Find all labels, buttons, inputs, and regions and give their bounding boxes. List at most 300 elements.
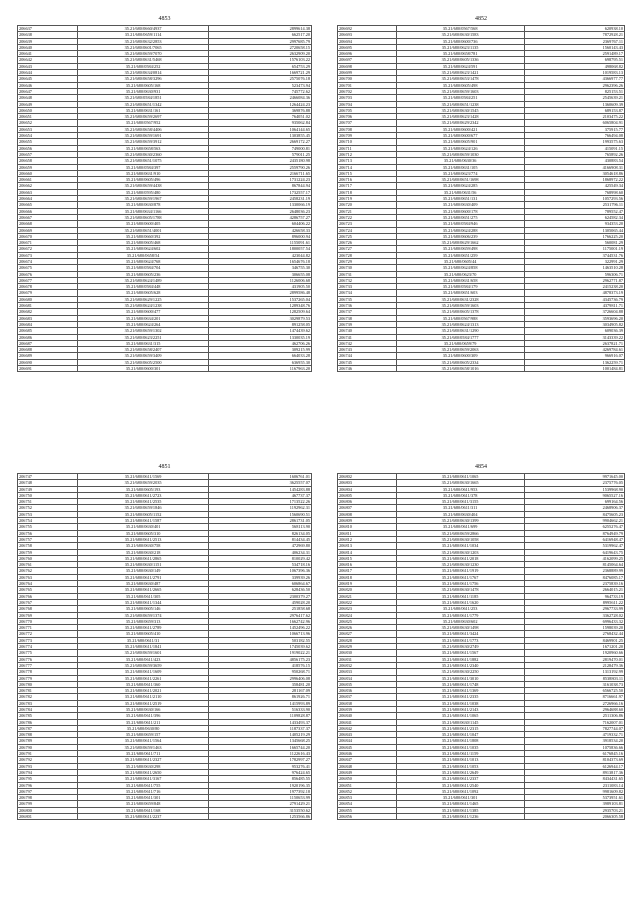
amount-cell: 2545639.21 xyxy=(524,95,624,101)
row-number-cell: 206740 xyxy=(338,328,397,334)
amount-cell: 8913817.36 xyxy=(524,769,624,775)
reference-code-cell: 35.21/680/0631/56 xyxy=(396,189,524,195)
reference-code-cell: 35.21/680/0659/1463 xyxy=(77,744,208,750)
amount-cell: 8145064.64 xyxy=(524,562,624,568)
reference-code-cell: 35.21/680/0611/953 xyxy=(396,486,524,492)
reference-code-cell: 35.21/680/0659/1603 xyxy=(396,303,524,309)
row-number-cell: 206657 xyxy=(18,151,78,157)
amount-cell: 251858.68 xyxy=(209,606,312,612)
reference-code-cell: 35.21/680/0611/211 xyxy=(77,719,208,725)
amount-cell: 523473.94 xyxy=(209,82,312,88)
reference-code-cell: 35.21/680/0611/1569 xyxy=(77,474,208,480)
reference-code-cell: 35.21/680/0606/239 xyxy=(396,233,524,239)
reference-code-cell: 35.21/680/0601/7065 xyxy=(77,44,208,50)
row-number-cell: 206803 xyxy=(338,480,397,486)
amount-cell: 2976417.62 xyxy=(209,612,312,618)
row-number-cell: 206793 xyxy=(18,763,78,769)
reference-code-cell: 35.21/680/0659/1302 xyxy=(77,328,208,334)
amount-cell: 825153.51 xyxy=(524,88,624,94)
row-number-cell: 206840 xyxy=(338,713,397,719)
row-number-cell: 206676 xyxy=(18,271,78,277)
row-number-cell: 206680 xyxy=(18,296,78,302)
reference-code-cell: 35.21/680/0658/781 xyxy=(396,51,524,57)
amount-cell: 1313192.99 xyxy=(524,669,624,675)
amount-cell: 2066305.58 xyxy=(524,814,624,820)
row-number-cell: 206821 xyxy=(338,593,397,599)
row-number-cell: 206777 xyxy=(18,662,78,668)
amount-cell: 861926.71 xyxy=(209,694,312,700)
amount-cell: 1671201.20 xyxy=(524,644,624,650)
amount-cell: 281167.09 xyxy=(209,688,312,694)
reference-code-cell: 35.21/680/0611/711 xyxy=(77,751,208,757)
reference-code-cell: 35.21/680/0634/201 xyxy=(77,315,208,321)
reference-code-cell: 35.21/680/0584/946 xyxy=(396,221,524,227)
amount-cell: 1305065.44 xyxy=(524,227,624,233)
row-number-cell: 206795 xyxy=(18,776,78,782)
amount-cell: 1122616.43 xyxy=(209,751,312,757)
row-number-cell: 206639 xyxy=(18,38,78,44)
row-number-cell: 206728 xyxy=(338,252,397,258)
row-number-cell: 206816 xyxy=(338,562,397,568)
amount-cell: 418576.15 xyxy=(209,662,312,668)
row-number-cell: 206649 xyxy=(18,101,78,107)
reference-code-cell: 35.21/680/0624/126 xyxy=(396,145,524,151)
row-number-cell: 206810 xyxy=(338,524,397,530)
amount-cell: 2375776.05 xyxy=(524,480,624,486)
reference-code-cell: 35.21/680/0611/2335 xyxy=(396,694,524,700)
amount-cell: 768998.60 xyxy=(524,189,624,195)
reference-code-cell: 35.21/680/0584/251 xyxy=(396,95,524,101)
row-number-cell: 206759 xyxy=(18,549,78,555)
row-number-cell: 206772 xyxy=(18,631,78,637)
reference-code-cell: 35.21/680/0624/1313 xyxy=(396,321,524,327)
row-number-cell: 206829 xyxy=(338,644,397,650)
reference-code-cell: 35.21/680/0611/1609 xyxy=(77,669,208,675)
reference-code-cell: 35.21/680/0584/1851 xyxy=(77,95,208,101)
row-number-cell: 206718 xyxy=(338,189,397,195)
reference-code-cell: 35.21/680/0630/401 xyxy=(77,524,208,530)
amount-cell: 950268.71 xyxy=(209,669,312,675)
amount-cell: 3161038.73 xyxy=(524,681,624,687)
data-table xyxy=(337,473,625,820)
amount-cell: 3625557.07 xyxy=(209,480,312,486)
row-number-cell: 206699 xyxy=(338,70,397,76)
amount-cell: 2300379.27 xyxy=(209,593,312,599)
row-number-cell: 206648 xyxy=(18,95,78,101)
table-row xyxy=(338,814,625,820)
reference-code-cell: 35.21/680/0605/901 xyxy=(396,139,524,145)
reference-code-cell: 35.21/680/0660/392 xyxy=(77,233,208,239)
amount-cell: 2899614.38 xyxy=(209,26,312,32)
reference-code-cell: 35.21/680/0611/301 xyxy=(77,795,208,801)
row-number-cell: 206748 xyxy=(18,480,78,486)
reference-code-cell: 35.21/680/0624/288 xyxy=(396,227,524,233)
amount-cell: 2103475.22 xyxy=(524,114,624,120)
amount-cell: 5373951.61 xyxy=(524,795,624,801)
row-number-cell: 206839 xyxy=(338,706,397,712)
reference-code-cell: 35.21/680/0631/910 xyxy=(77,170,208,176)
reference-code-cell: 35.21/680/0611/396 xyxy=(77,713,208,719)
row-number-cell: 206656 xyxy=(18,145,78,151)
reference-code-cell: 35.21/680/0611/1882 xyxy=(396,656,524,662)
row-number-cell: 206769 xyxy=(18,612,78,618)
reference-code-cell: 35.21/680/0611/3424 xyxy=(396,631,524,637)
amount-cell: 654753.29 xyxy=(209,63,312,69)
amount-cell: 810029.42 xyxy=(209,555,312,561)
row-number-cell: 206767 xyxy=(18,599,78,605)
row-number-cell: 206841 xyxy=(338,719,397,725)
amount-cell: 1289348.76 xyxy=(209,303,312,309)
reference-code-cell: 35.21/680/0567/568 xyxy=(396,26,524,32)
amount-cell: 953276.41 xyxy=(209,763,312,769)
row-number-cell: 206854 xyxy=(338,801,397,807)
amount-cell: 6419643.75 xyxy=(524,549,624,555)
row-number-cell: 206837 xyxy=(338,694,397,700)
reference-code-cell: 35.21/680/0611/2337 xyxy=(396,776,524,782)
reference-code-cell: 35.21/680/0611/2649 xyxy=(396,769,524,775)
row-number-cell: 206783 xyxy=(18,700,78,706)
row-number-cell: 206833 xyxy=(338,669,397,675)
amount-cell: 498068.82 xyxy=(524,63,624,69)
reference-code-cell: 35.21/680/0659/1374 xyxy=(77,612,208,618)
amount-cell: 4286757.27 xyxy=(209,214,312,220)
row-number-cell: 206800 xyxy=(18,807,78,813)
row-number-cell: 206852 xyxy=(338,788,397,794)
amount-cell: 664033.28 xyxy=(209,353,312,359)
amount-cell: 1067396.36 xyxy=(209,568,312,574)
row-number-cell: 206651 xyxy=(18,114,78,120)
amount-cell: 2962771.87 xyxy=(524,277,624,283)
row-number-cell: 206669 xyxy=(18,227,78,233)
amount-cell: 1360609.39 xyxy=(524,101,624,107)
row-number-cell: 206812 xyxy=(338,536,397,542)
amount-cell: 309215.99 xyxy=(209,347,312,353)
reference-code-cell: 35.21/680/0623/2251 xyxy=(77,334,208,340)
sheet-title: 4853 xyxy=(158,16,171,22)
row-number-cell: 206646 xyxy=(18,82,78,88)
amount-cell: 425549.34 xyxy=(524,183,624,189)
amount-cell: 8476085.17 xyxy=(524,574,624,580)
amount-cell: 4379811.71 xyxy=(524,303,624,309)
amount-cell: 867844.94 xyxy=(209,183,312,189)
amount-cell: 2720658.15 xyxy=(209,44,312,50)
row-number-cell: 206746 xyxy=(338,366,397,372)
amount-cell: 7827744.07 xyxy=(524,725,624,731)
reference-code-cell: 35.21/680/0634/1166 xyxy=(77,208,208,214)
amount-cell: 1598039.20 xyxy=(524,625,624,631)
reference-code-cell: 35.21/680/0611/1159 xyxy=(396,751,524,757)
reference-code-cell: 35.21/680/0611/2519 xyxy=(77,700,208,706)
row-number-cell: 206719 xyxy=(338,196,397,202)
amount-cell: 503182.55 xyxy=(209,637,312,643)
row-number-cell: 206763 xyxy=(18,574,78,580)
reference-code-cell: 35.21/680/0584/704 xyxy=(77,265,208,271)
reference-code-cell: 35.21/680/0611/2535 xyxy=(77,499,208,505)
row-number-cell: 206747 xyxy=(18,474,78,480)
amount-cell: 2591489.17 xyxy=(524,51,624,57)
row-number-cell: 206644 xyxy=(18,70,78,76)
reference-code-cell: 35.21/680/0600/301 xyxy=(77,366,208,372)
reference-code-cell: 35.21/680/0658/4406 xyxy=(77,126,208,132)
amount-cell: 1766225.20 xyxy=(524,233,624,239)
reference-code-cell: 35.21/680/0611/2110 xyxy=(77,694,208,700)
row-number-cell: 206790 xyxy=(18,744,78,750)
amount-cell: 1057293.56 xyxy=(524,196,624,202)
row-number-cell: 206667 xyxy=(18,214,78,220)
row-number-cell: 206815 xyxy=(338,555,397,561)
row-number-cell: 206831 xyxy=(338,656,397,662)
row-number-cell: 206725 xyxy=(338,233,397,239)
reference-code-cell: 35.21/680/0630/1478 xyxy=(396,587,524,593)
row-number-cell: 206659 xyxy=(18,164,78,170)
reference-code-cell: 35.21/680/0630/404 xyxy=(396,511,524,517)
amount-cell: 8716661.97 xyxy=(524,694,624,700)
reference-code-cell: 35.21/680/0611/423 xyxy=(77,656,208,662)
row-number-cell: 206660 xyxy=(18,170,78,176)
amount-cell: 1732557.17 xyxy=(209,189,312,195)
reference-code-cell: 35.21/680/0611/1808 xyxy=(396,738,524,744)
row-number-cell: 206827 xyxy=(338,631,397,637)
reference-code-cell: 35.21/680/0605/1152 xyxy=(77,511,208,517)
amount-cell: 1539968.90 xyxy=(524,486,624,492)
row-number-cell: 206826 xyxy=(338,625,397,631)
reference-code-cell: 35.21/680/0611/3010 xyxy=(396,675,524,681)
reference-code-cell: 35.21/680/0600/309 xyxy=(396,353,524,359)
row-number-cell: 206774 xyxy=(18,644,78,650)
amount-cell: 3989103.81 xyxy=(524,801,624,807)
table-sheet-top-left xyxy=(17,15,312,372)
row-number-cell: 206665 xyxy=(18,202,78,208)
reference-code-cell: 35.21/680/0630/1583 xyxy=(396,32,524,38)
reference-code-cell: 35.21/680/0611/1013 xyxy=(396,757,524,763)
row-number-cell: 206824 xyxy=(338,612,397,618)
row-number-cell: 206674 xyxy=(18,258,78,264)
amount-cell: 1452496.22 xyxy=(209,625,312,631)
reference-code-cell: 35.21/680/0651/4001 xyxy=(77,227,208,233)
reference-code-cell: 35.21/680/0659/1967 xyxy=(77,196,208,202)
reference-code-cell: 35.21/680/0611/2340 xyxy=(396,662,524,668)
amount-cell: 406234.31 xyxy=(209,549,312,555)
amount-cell: 8104373.69 xyxy=(524,757,624,763)
reference-code-cell: 35.21/680/0631/105 xyxy=(396,164,524,170)
reference-code-cell: 35.21/680/0659/2035 xyxy=(77,480,208,486)
row-number-cell: 206727 xyxy=(338,246,397,252)
reference-code-cell: 35.21/680/0630/1230 xyxy=(396,562,524,568)
amount-cell: 4345736.79 xyxy=(524,296,624,302)
row-number-cell: 206714 xyxy=(338,164,397,170)
amount-cell: 1474439.62 xyxy=(209,328,312,334)
amount-cell: 699164.56 xyxy=(524,499,624,505)
amount-cell: 8995611.22 xyxy=(524,599,624,605)
amount-cell: 2632909.20 xyxy=(209,51,312,57)
row-number-cell: 206766 xyxy=(18,593,78,599)
reference-code-cell: 35.21/680/0651/1238 xyxy=(396,101,524,107)
row-number-cell: 206732 xyxy=(338,277,397,283)
amount-cell: 1109828.87 xyxy=(209,713,312,719)
row-number-cell: 206695 xyxy=(338,44,397,50)
row-number-cell: 206658 xyxy=(18,158,78,164)
reference-code-cell: 35.21/680/0611/2021 xyxy=(77,688,208,694)
amount-cell: 1919022.21 xyxy=(209,650,312,656)
row-number-cell: 206708 xyxy=(338,126,397,132)
amount-cell: 766494.08 xyxy=(524,133,624,139)
amount-cell: 6416948.47 xyxy=(524,536,624,542)
reference-code-cell: 35.21/680/0630/1399 xyxy=(396,518,524,524)
amount-cell: 689153.87 xyxy=(524,107,624,113)
amount-cell: 472969.80 xyxy=(209,543,312,549)
row-number-cell: 206764 xyxy=(18,581,78,587)
row-number-cell: 206693 xyxy=(338,32,397,38)
row-number-cell: 206856 xyxy=(338,814,397,820)
reference-code-cell: 35.21/680/0605/236 xyxy=(77,271,208,277)
amount-cell: 976424.65 xyxy=(209,769,312,775)
amount-cell: 7872928.21 xyxy=(524,32,624,38)
amount-cell: 765892.26 xyxy=(524,151,624,157)
row-number-cell: 206677 xyxy=(18,277,78,283)
row-number-cell: 206702 xyxy=(338,88,397,94)
row-number-cell: 206720 xyxy=(338,202,397,208)
row-number-cell: 206804 xyxy=(338,486,397,492)
reference-code-cell: 35.21/680/0659/79 xyxy=(396,340,524,346)
row-number-cell: 206679 xyxy=(18,290,78,296)
row-number-cell: 206796 xyxy=(18,782,78,788)
reference-code-cell: 35.21/680/0651/131 xyxy=(396,196,524,202)
amount-cell: 891258.05 xyxy=(209,321,312,327)
reference-code-cell: 35.21/680/0658/1016 xyxy=(396,366,524,372)
reference-code-cell: 35.21/680/0611/755 xyxy=(77,782,208,788)
reference-code-cell: 35.21/680/0595/480 xyxy=(77,189,208,195)
reference-code-cell: 35.21/680/0659/1601 xyxy=(77,650,208,656)
amount-cell: 1075836.66 xyxy=(524,744,624,750)
row-number-cell: 206761 xyxy=(18,562,78,568)
amount-cell: 568113.90 xyxy=(209,524,312,530)
row-number-cell: 206752 xyxy=(18,505,78,511)
row-number-cell: 206689 xyxy=(18,353,78,359)
reference-code-cell: 35.21/680/0659/313 xyxy=(77,618,208,624)
amount-cell: 2935703.21 xyxy=(524,807,624,813)
sheet-title: 4854 xyxy=(475,464,487,470)
row-number-cell: 206811 xyxy=(338,530,397,536)
row-number-cell: 206757 xyxy=(18,536,78,542)
row-number-cell: 206739 xyxy=(338,321,397,327)
row-number-cell: 206641 xyxy=(18,51,78,57)
row-number-cell: 206724 xyxy=(338,227,397,233)
amount-cell: 1560690.51 xyxy=(209,511,312,517)
reference-code-cell: 35.21/680/0658/563 xyxy=(77,145,208,151)
reference-code-cell: 35.21/680/0605/193 xyxy=(77,486,208,492)
reference-code-cell: 35.21/680/0605/2500 xyxy=(77,359,208,365)
amount-cell: 358481.20 xyxy=(209,681,312,687)
row-number-cell: 206823 xyxy=(338,606,397,612)
reference-code-cell: 35.21/680/0611/1236 xyxy=(396,814,524,820)
table-row xyxy=(18,814,312,820)
amount-cell: 1192962.31 xyxy=(209,505,312,511)
reference-code-cell: 35.21/680/0605/628 xyxy=(77,290,208,296)
amount-cell: 3744531.76 xyxy=(524,252,624,258)
amount-cell: 826134.05 xyxy=(209,530,312,536)
row-number-cell: 206701 xyxy=(338,82,397,88)
reference-code-cell: 35.21/680/0630/1145 xyxy=(396,719,524,725)
reference-code-cell: 35.21/680/0611/2650 xyxy=(77,769,208,775)
reference-code-cell: 35.21/680/0659/1846 xyxy=(77,505,208,511)
row-number-cell: 206668 xyxy=(18,221,78,227)
row-number-cell: 206662 xyxy=(18,183,78,189)
row-number-cell: 206828 xyxy=(338,637,397,643)
reference-code-cell: 35.21/680/0605/310 xyxy=(77,530,208,536)
amount-cell: 789552.47 xyxy=(524,208,624,214)
amount-cell: 2669172.27 xyxy=(209,139,312,145)
row-number-cell: 206643 xyxy=(18,63,78,69)
reference-code-cell: 35.21/680/0623/1421 xyxy=(396,70,524,76)
amount-cell: 2648036.23 xyxy=(209,208,312,214)
amount-cell: 4878373.19 xyxy=(524,290,624,296)
row-number-cell: 206801 xyxy=(18,814,78,820)
reference-code-cell: 35.21/680/0584/252 xyxy=(77,63,208,69)
row-number-cell: 206849 xyxy=(338,769,397,775)
reference-code-cell: 35.21/680/0659/1114 xyxy=(77,32,208,38)
reference-code-cell: 35.21/680/0623/1428 xyxy=(396,114,524,120)
amount-cell: 636955.30 xyxy=(209,359,312,365)
row-number-cell: 206722 xyxy=(338,214,397,220)
row-number-cell: 206664 xyxy=(18,196,78,202)
amount-cell: 1665744.20 xyxy=(209,744,312,750)
amount-cell: 1463510.28 xyxy=(524,265,624,271)
reference-code-cell: 35.21/680/0651/1075 xyxy=(77,158,208,164)
reference-code-cell: 35.21/680/0630/1545 xyxy=(396,107,524,113)
row-number-cell: 206813 xyxy=(338,543,397,549)
amount-cell: 6065804.91 xyxy=(524,120,624,126)
reference-code-cell: 35.21/680/0630/409 xyxy=(396,202,524,208)
reference-code-cell: 35.21/680/0630/1498 xyxy=(396,625,524,631)
amount-cell: 1606761.01 xyxy=(209,474,312,480)
amount-cell: 9981609.82 xyxy=(524,788,624,794)
row-number-cell: 206686 xyxy=(18,334,78,340)
amount-cell: 2458231.19 xyxy=(209,196,312,202)
row-number-cell: 206771 xyxy=(18,625,78,631)
row-number-cell: 206738 xyxy=(338,315,397,321)
row-number-cell: 206798 xyxy=(18,795,78,801)
reference-code-cell: 35.21/680/0624/1489 xyxy=(77,277,208,283)
reference-code-cell: 35.21/680/0611/1065 xyxy=(396,474,524,480)
amount-cell: 3143339.22 xyxy=(524,334,624,340)
row-number-cell: 206721 xyxy=(338,208,397,214)
amount-cell: 2575076.18 xyxy=(209,76,312,82)
amount-cell: 606864.67 xyxy=(209,581,312,587)
amount-cell: 9971645.00 xyxy=(524,474,624,480)
row-number-cell: 206750 xyxy=(18,492,78,498)
row-number-cell: 206768 xyxy=(18,606,78,612)
reference-code-cell: 35.21/680/0630/931 xyxy=(77,88,208,94)
amount-cell: 1713522.26 xyxy=(209,499,312,505)
reference-code-cell: 35.21/680/0611/1587 xyxy=(77,518,208,524)
amount-cell: 1187337.37 xyxy=(209,725,312,731)
row-number-cell: 206645 xyxy=(18,76,78,82)
reference-code-cell: 35.21/680/0605/496 xyxy=(77,177,208,183)
row-number-cell: 206745 xyxy=(338,359,397,365)
amount-cell: 339939.26 xyxy=(209,574,312,580)
amount-cell: 1662742.96 xyxy=(209,618,312,624)
row-number-cell: 206773 xyxy=(18,637,78,643)
reference-code-cell: 35.21/680/0660/4937 xyxy=(77,26,208,32)
reference-code-cell: 35.21/680/0611/2540 xyxy=(396,782,524,788)
reference-code-cell: 35.21/680/0629/1662 xyxy=(396,240,524,246)
row-number-cell: 206847 xyxy=(338,757,397,763)
reference-code-cell: 35.21/680/0600/677 xyxy=(396,133,524,139)
reference-code-cell: 35.21/680/0630/1151 xyxy=(77,562,208,568)
reference-code-cell: 35.21/680/0658/54 xyxy=(77,252,208,258)
amount-cell: 1330035.19 xyxy=(209,334,312,340)
reference-code-cell: 35.21/680/0611/2237 xyxy=(77,814,208,820)
